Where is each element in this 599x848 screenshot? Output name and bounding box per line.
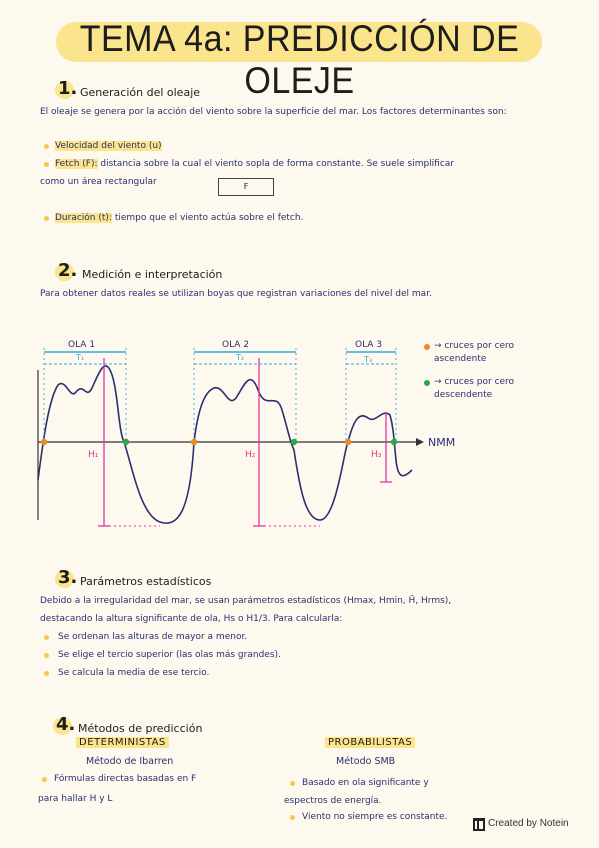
wave-1-period: T₁ — [76, 353, 85, 362]
wave-1-height: H₁ — [88, 450, 99, 460]
bullet-dot — [44, 162, 49, 167]
duration-description: tiempo que el viento actúa sobre el fetch. — [114, 213, 304, 223]
fetch-rectangle: F — [218, 178, 274, 196]
up-crossing-dot — [41, 439, 47, 445]
bullet-dot — [44, 144, 49, 149]
nmm-arrow-icon — [416, 438, 424, 446]
section-2-heading: Medición e interpretación — [82, 268, 223, 281]
fetch-description: distancia sobre la cual el viento sopla de forma constante. Se suele simplificar — [100, 159, 455, 169]
term-duration: Duración (t): — [55, 213, 112, 223]
section-1-heading: Generación del oleaje — [80, 86, 201, 99]
section-3-heading: Parámetros estadísticos — [80, 575, 212, 588]
legend-down-dot — [424, 380, 430, 386]
section-2-intro: Para obtener datos reales se utilizan boyas que registran variaciones del nivel del mar. — [40, 289, 432, 299]
bullet-dot — [44, 635, 49, 640]
bullet-wind-speed — [55, 138, 162, 155]
wave-2-period: T₂ — [236, 353, 245, 362]
bullet-dot — [290, 815, 295, 820]
wave-2-height: H₂ — [245, 450, 256, 460]
smb-description: Basado en ola significante y — [302, 778, 429, 788]
up-crossing-dot — [191, 439, 197, 445]
footer-credit: Created by Notein — [488, 818, 569, 829]
ibarren-description-cont: para hallar H y L — [38, 794, 113, 804]
section-3-number: 3. — [58, 567, 78, 588]
section-2-number: 2. — [58, 260, 78, 281]
legend-up-dot — [424, 344, 430, 350]
bullet-fetch — [55, 156, 565, 173]
notein-logo-icon — [473, 818, 485, 831]
wave-3-period: T₃ — [364, 355, 373, 364]
bullet-dot — [290, 781, 295, 786]
smb-method: Método SMB — [336, 756, 396, 767]
term-wind-speed: Velocidad del viento (u) — [55, 141, 162, 151]
wave-1-label: OLA 1 — [68, 340, 96, 350]
section-3-line-1: Debido a la irregularidad del mar, se usan parámetros estadísticos (Hmax, Hmin, H̄, Hrms), — [40, 596, 452, 606]
wave-2-label: OLA 2 — [222, 340, 250, 350]
bullet-dot — [42, 777, 47, 782]
term-fetch: Fetch (F): — [55, 159, 98, 169]
ibarren-description: Fórmulas directas basadas en F — [54, 774, 197, 784]
legend-down-crossing: → cruces por cero descendente — [434, 377, 515, 400]
fetch-continuation: como un área rectangular — [40, 177, 157, 187]
bullet-dot — [44, 216, 49, 221]
wave-profile — [38, 366, 412, 523]
smb-description-cont: espectros de energía. — [284, 796, 382, 806]
wind-not-constant: Viento no siempre es constante. — [302, 812, 448, 822]
up-crossing-dot — [345, 439, 351, 445]
probabilistic-title: PROBABILISTAS — [325, 737, 415, 748]
section-1-number: 1. — [58, 78, 78, 99]
bullet-dot — [44, 653, 49, 658]
down-crossing-dot — [291, 439, 297, 445]
page-title: TEMA 4a: PREDICCIÓN DE OLEJE — [79, 18, 520, 101]
section-3-line-2: destacando la altura significante de ola, Hs o H1/3. Para calcularla: — [40, 614, 343, 624]
wave-3-height: H₃ — [371, 450, 382, 460]
nmm-label: NMM — [428, 436, 456, 449]
ibarren-method: Método de Ibarren — [86, 756, 174, 767]
legend-up-crossing: → cruces por cero ascendente — [434, 341, 515, 364]
section-1-intro: El oleaje se genera por la acción del viento sobre la superficie del mar. Los factores determinantes son: — [40, 107, 507, 117]
deterministic-title: DETERMINISTAS — [76, 737, 169, 748]
wave-3-label: OLA 3 — [355, 340, 383, 350]
down-crossing-dot — [123, 439, 129, 445]
section-4-number: 4. — [56, 714, 76, 735]
step-3: Se calcula la media de ese tercio. — [58, 668, 210, 678]
section-4-heading: Métodos de predicción — [78, 722, 203, 735]
step-1: Se ordenan las alturas de mayor a menor. — [58, 632, 248, 642]
bullet-duration — [55, 210, 303, 227]
down-crossing-dot — [391, 439, 397, 445]
step-2: Se elige el tercio superior (las olas más grandes). — [58, 650, 281, 660]
bullet-dot — [44, 671, 49, 676]
